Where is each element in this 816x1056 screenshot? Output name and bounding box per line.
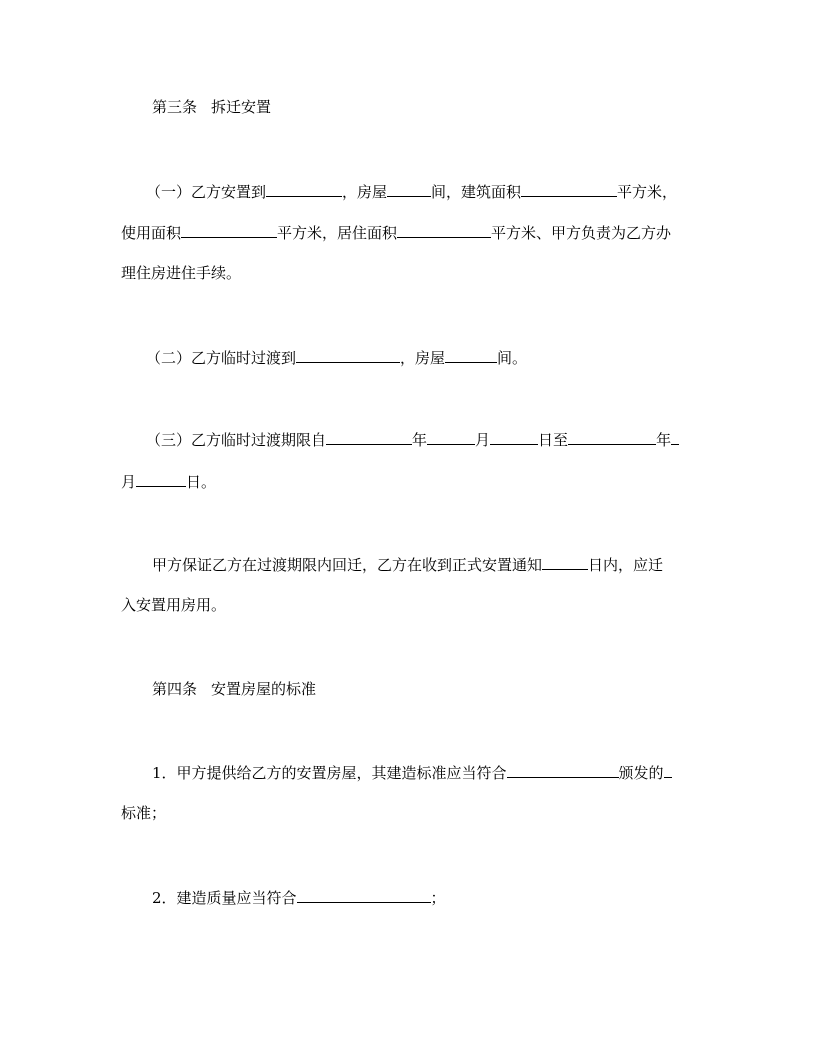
blank-standard-authority[interactable] [507,762,619,778]
article-4-title: 安置房屋的标准 [211,680,317,698]
clause-1-text-g: 平方米、甲方负责为乙方办 [491,224,672,242]
item-1-line-1 [152,762,672,782]
clause-1-text-d: 平方米， [617,183,678,201]
item-1-text-a: 1．甲方提供给乙方的安置房屋，其建造标准应当符合 [152,764,507,782]
guarantee-text-a: 甲方保证乙方在过渡期限内回迁，乙方在收到正式安置通知 [152,556,543,574]
clause-1-text-c: 间，建筑面积 [431,183,522,201]
blank-living-area[interactable] [397,222,491,238]
blank-relocation-place[interactable] [266,181,342,197]
clause-3-text-a: （三）乙方临时过渡期限自 [146,431,327,449]
blank-temporary-place[interactable] [296,347,400,363]
clause-2-text-b: ，房屋 [400,349,446,367]
blank-move-back-days[interactable] [542,554,588,570]
blank-room-count[interactable] [387,181,431,197]
blank-start-month[interactable] [427,429,475,445]
blank-standard-start[interactable] [664,762,672,778]
item-2-line [152,887,446,907]
guarantee-line-2: 入安置用房用。 [121,596,227,614]
item-2-text-b: ； [430,889,446,907]
blank-temporary-rooms[interactable] [445,347,497,363]
clause-1-line-3: 理住房进住手续。 [121,264,242,282]
article-3-heading [152,97,271,117]
clause-1-text-e: 使用面积 [121,224,182,242]
clause-3-line-1 [146,429,679,449]
item-1-line-2: 标准； [121,804,167,822]
clause-2-line [146,347,527,367]
blank-construction-quality[interactable] [297,887,431,903]
clause-1-text-b: ，房屋 [342,183,388,201]
item-1-text-b: 颁发的 [618,764,664,782]
clause-3-text-to: 日至 [538,431,569,449]
guarantee-line-1 [152,554,663,574]
blank-usable-area[interactable] [181,222,277,238]
guarantee-text-b: 日内，应迁 [588,556,664,574]
clause-1-text-a: （一）乙方安置到 [146,183,267,201]
clause-3-text-month: 月 [475,431,491,449]
clause-1-text-f: 平方米，居住面积 [277,224,398,242]
item-2-text-a: 2．建造质量应当符合 [152,889,297,907]
clause-3-text-year: 年 [412,431,428,449]
clause-1-line-1 [146,181,677,201]
blank-end-month-start[interactable] [671,429,679,445]
clause-2-text-c: 间。 [497,349,528,367]
blank-end-day[interactable] [136,471,186,487]
article-3-number: 第三条 [152,98,198,116]
blank-start-day[interactable] [490,429,538,445]
blank-end-year[interactable] [568,429,656,445]
article-4-number: 第四条 [152,680,198,698]
clause-3-text-year-2: 年 [656,431,672,449]
clause-3-text-month-2: 月 [121,473,137,491]
blank-building-area[interactable] [521,181,617,197]
clause-3-text-day-2: 日。 [186,473,217,491]
article-4-heading [152,679,316,699]
clause-2-text-a: （二）乙方临时过渡到 [146,349,297,367]
blank-start-year[interactable] [326,429,412,445]
clause-1-line-2 [121,222,671,242]
clause-3-line-2 [121,471,216,491]
article-3-title: 拆迁安置 [211,98,272,116]
